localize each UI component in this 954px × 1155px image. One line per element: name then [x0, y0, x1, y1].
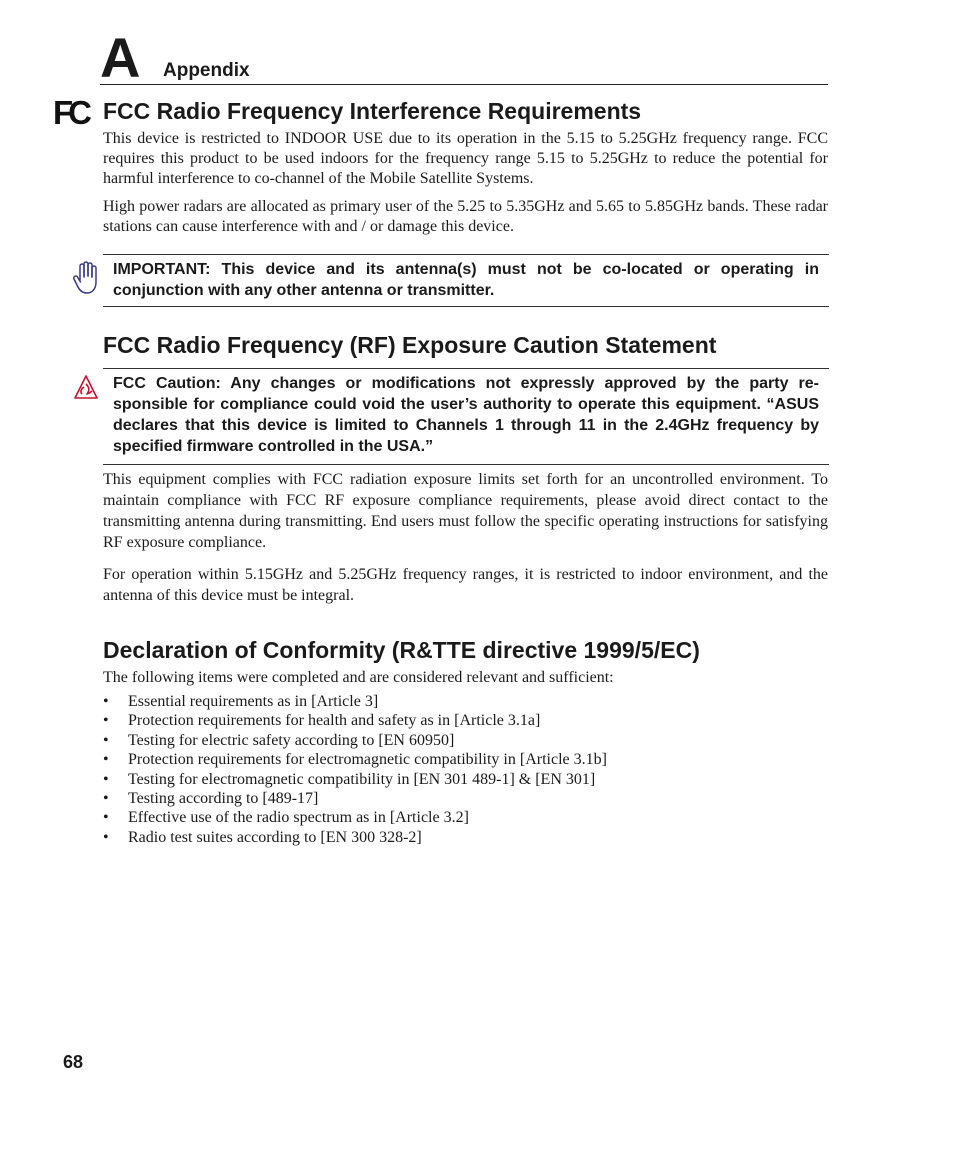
list-item [103, 789, 607, 808]
chapter-letter: A [100, 26, 141, 89]
section-title-fcc-interference: FCC Radio Frequency Interference Requirements [103, 98, 642, 124]
bullet: • [103, 751, 109, 769]
list-item-text: Radio test suites according to [EN 300 328-2] [128, 828, 422, 846]
important-note: IMPORTANT: This device and its antenna(s) must not be co-located or operating in conjunction with any other antenna or transmitter. [113, 261, 819, 299]
page-number: 68 [63, 1052, 84, 1072]
list-item-text: Testing for electromagnetic compatibility in [EN 301 489-1] & [EN 301] [128, 770, 596, 788]
list-item [103, 770, 607, 789]
chapter-name: Appendix [163, 60, 250, 81]
list-item-text: Effective use of the radio spectrum as in [Article 3.2] [128, 809, 469, 827]
paragraph-radar: High power radars are allocated as primary user of the 5.25 to 5.35GHz and 5.65 to 5.85GHz bands. These radar stations can cause interference with and / or damage this device. [103, 198, 828, 235]
list-item-text: Essential requirements as in [Article 3] [128, 693, 379, 710]
header-rule [100, 84, 828, 85]
bullet: • [103, 731, 109, 749]
paragraph-indoor-antenna: For operation within 5.15GHz and 5.25GHz frequency ranges, it is restricted to indoor environment, and the antenna of this device must be integral. [103, 566, 828, 604]
list-item [103, 750, 607, 769]
paragraph-rf-compliance: This equipment complies with FCC radiation exposure limits set forth for an uncontrolled environment. To maintain compliance with FCC RF exposure compliance requirements, please avoid direct contact to the transmitting antenna during transmitting. End users must follow the specific operating instructions for satisfying RF exposure compliance. [103, 471, 828, 551]
caution-rule-bottom [103, 464, 829, 465]
bullet: • [103, 770, 109, 788]
bullet: • [103, 712, 109, 730]
caution-rule-top [103, 368, 829, 369]
hand-icon [72, 260, 100, 296]
bullet: • [103, 809, 109, 827]
bullet: • [103, 789, 109, 807]
list-item [103, 711, 607, 730]
warning-triangle-icon [73, 374, 99, 402]
list-item-text: Protection requirements for electromagnetic compatibility in [Article 3.1b] [128, 751, 607, 769]
section-title-rf-exposure: FCC Radio Frequency (RF) Exposure Caution Statement [103, 332, 717, 358]
list-item [103, 828, 607, 847]
important-rule-top [103, 254, 829, 255]
fcc-logo-icon: FC [53, 94, 87, 131]
section-title-declaration: Declaration of Conformity (R&TTE directive 1999/5/EC) [103, 637, 700, 663]
important-rule-bottom [103, 306, 829, 307]
declaration-list [103, 692, 607, 847]
caution-note: FCC Caution: Any changes or modifications not expressly approved by the party re-sponsible for compliance could void the user’s authority to operate this equipment. “ASUS declares that this device is limited to Channels 1 through 11 in the 2.4GHz frequency by specified firmware controlled in the USA.” [113, 375, 819, 455]
bullet: • [103, 693, 109, 710]
declaration-intro: The following items were completed and are considered relevant and sufficient: [103, 669, 614, 686]
list-item-text: Protection requirements for health and safety as in [Article 3.1a] [128, 712, 541, 730]
list-item-text: Testing for electric safety according to [EN 60950] [128, 731, 455, 749]
list-item [103, 808, 607, 827]
paragraph-indoor-use: This device is restricted to INDOOR USE due to its operation in the 5.15 to 5.25GHz frequency range. FCC requires this product to be used indoors for the frequency range 5.15 to 5.25GHz to reduce the potential for harmful interference to co-channel of the Mobile Satellite Systems. [103, 130, 828, 187]
list-item [103, 692, 607, 711]
bullet: • [103, 828, 109, 846]
list-item [103, 731, 607, 750]
list-item-text: Testing according to [489-17] [128, 789, 319, 807]
